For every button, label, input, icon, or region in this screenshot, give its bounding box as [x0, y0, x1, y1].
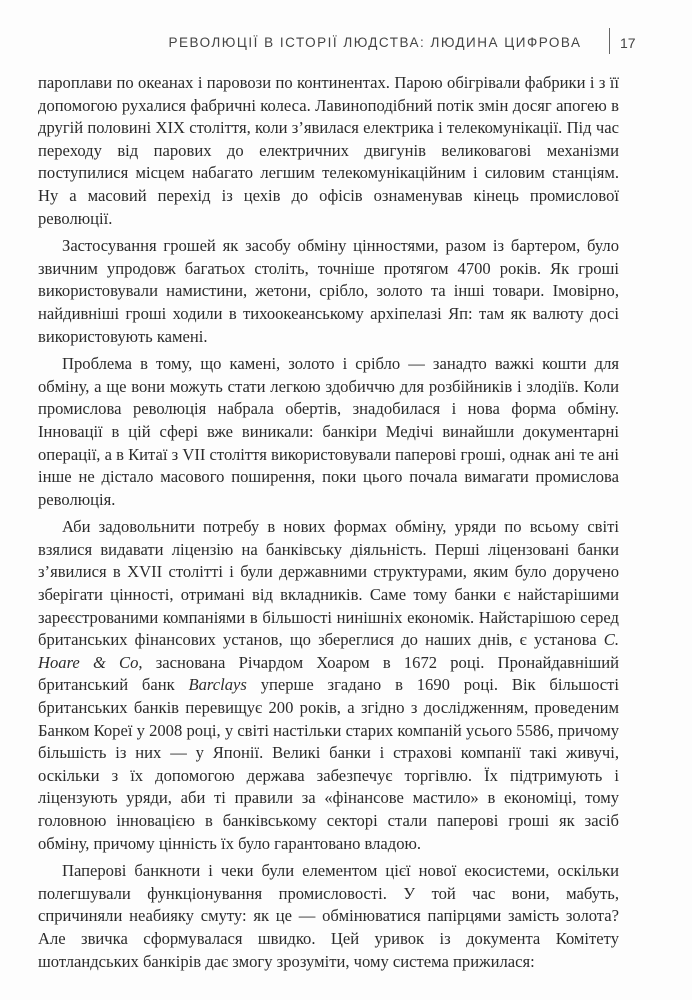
text-run: уперше згадано в 1690 році. Вік більшості британських банків перевищує 200 років, а згідно з дослідженням, проведеним Банком Кореї у 2008 році, у світі настільки старих компаній усього 5586, причому більшість із них — у Японії. Великі банки і страхові компанії такі живучі, оскільки з їх допомогою держава забезпечує торгівлю. Їх підтримують і ліцензують уряди, аби ті правили за «фінансове мастило» в економіці, тому головною інновацією в банківському секторі стали паперові гроші як засіб обміну, причому цінність їх було гарантовано владою. — [38, 675, 620, 853]
body-text — [38, 72, 619, 973]
page-number: 17 — [620, 35, 636, 51]
bank-name-italic: Barclays — [188, 675, 247, 695]
running-title: РЕВОЛЮЦІЇ В ІСТОРІЇ ЛЮДСТВА: ЛЮДИНА ЦИФРОВА — [168, 35, 582, 50]
bank-name-italic: C. Hoare & Co — [38, 630, 619, 672]
paragraph-exchange-problem: Проблема в тому, що камені, золото і срібло — занадто важкі кошти для обміну, а ще вони можуть стати легкою здобиччю для розбійників і злодіїв. Коли промислова революція набрала обертів, знадобилася і нова форма обміну. Інновації в цій сфері вже виникали: банкіри Медічі винайшли документарні операції, а в Китаї з VII століття використовували паперові гроші, однак ані те ані інше не дістало масового поширення, поки цього почала вимагати промислова революція. — [38, 354, 619, 509]
paragraph-continued: пароплави по океанах і паровози по континентах. Парою обігрівали фабрики і з її допомогою рухалися фабричні колеса. Лавиноподібний потік змін досяг апогею в другій половині XIX століття, коли з’явилася електрика і телекомунікації. Під час переходу від парових до електричних двигунів великовагові механізми поступилися місцем набагато легшим телекомунікаційним і силовим станціям. Ну а масовий перехід із цехів до офісів ознаменував кінець промислової революції. — [38, 73, 619, 228]
paragraph-licensed-banks — [38, 516, 619, 855]
text-run: , заснована Річардом Хоаром в 1672 році. Пронайдавніший британський банк — [38, 652, 619, 695]
header-divider — [609, 28, 610, 54]
page-header — [0, 34, 692, 64]
paragraph-paper-money: Паперові банкноти і чеки були елементом цієї нової екосистеми, оскільки полегшували функціонування промисловості. У той час вони, мабуть, спричиняли неабияку смуту: як це — обмінюватися папірцями замість золота? Але звичка сформувалася швидко. Цей уривок із документа Комітету шотландських банкірів дає змогу зрозуміти, чому система прижилася: — [38, 861, 619, 971]
paragraph-money-history: Застосування грошей як засобу обміну цінностями, разом із бартером, було звичним упродовж багатьох століть, точніше протягом 4700 років. Як гроші використовували намистини, жетони, срібло, золото та інші товари. Імовірно, найдивніші гроші ходили в тихоокеанському архіпелазі Яп: там як валюту досі використовують камені. — [38, 236, 619, 346]
text-run: Аби задовольнити потребу в нових формах обміну, уряди по всьому світі взялися видавати ліцензію на банківську діяльність. Перші ліцензовані банки з’явилися в XVII столітті і були державними структурами, яким було доручено зберігати цінності, отримані від вкладників. Саме тому банки є найстарішими зареєстрованими компаніями в більшості нинішніх економік. Найстарішою серед британських фінансових установ, що збереглися до наших днів, є установа — [38, 517, 619, 650]
